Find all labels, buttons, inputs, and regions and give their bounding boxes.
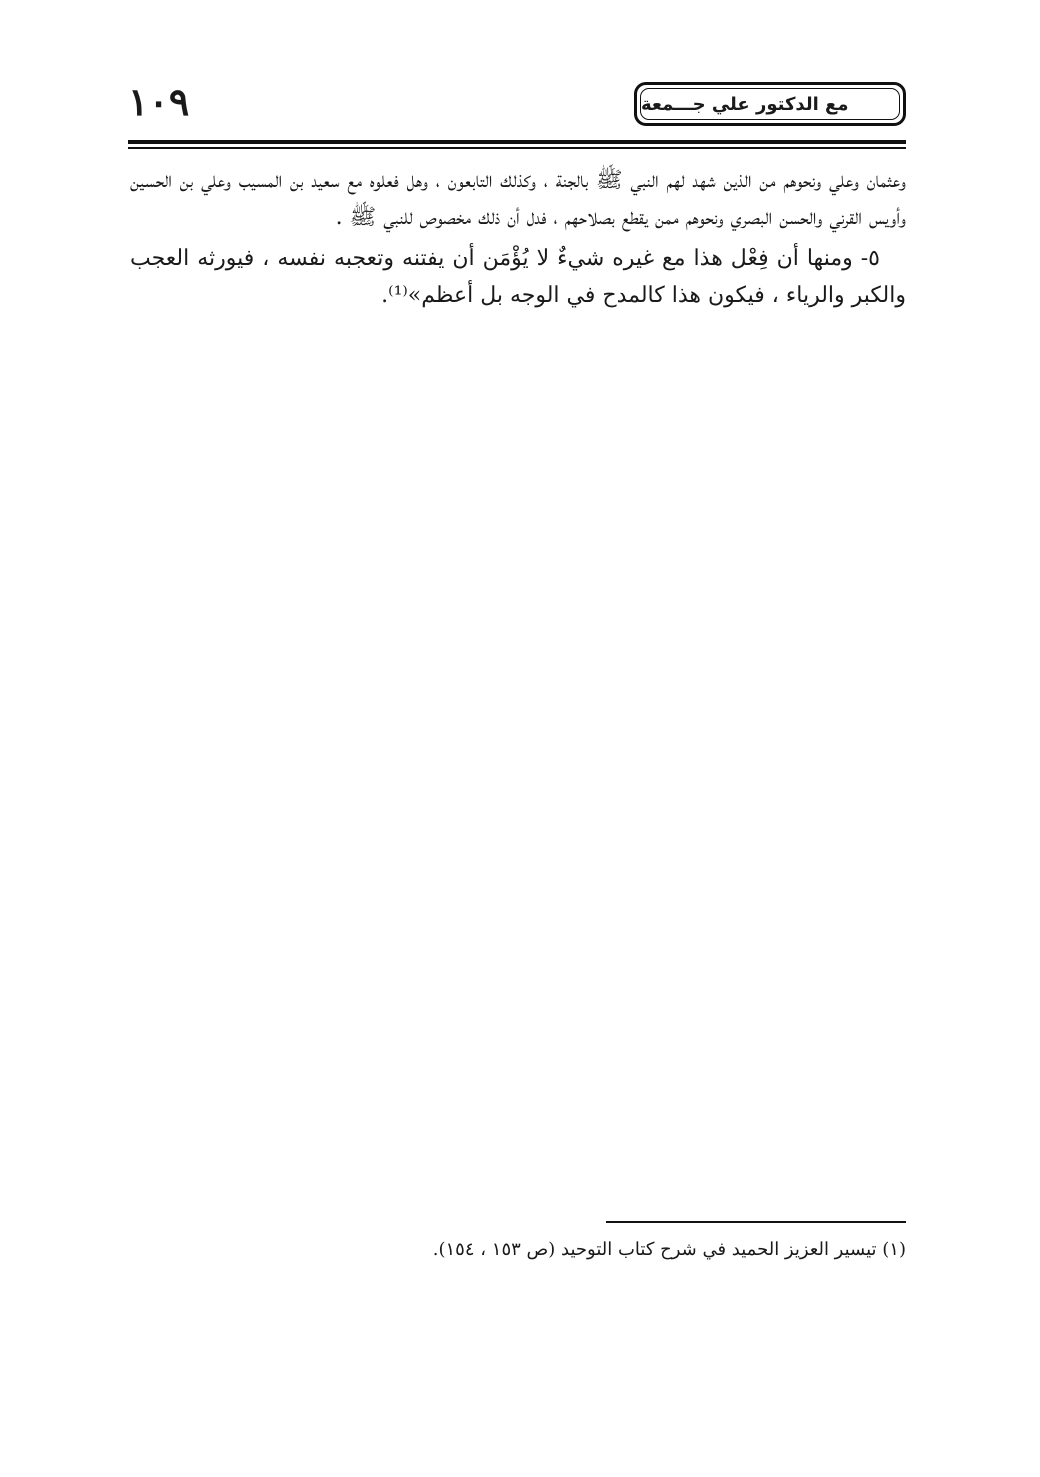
- paragraph: وعثمان وعلي ونحوهم من الذين شهد لهم النبي ﷺ بالجنة ، وكذلك التابعون ، وهل فعلوه مع سعيد بن المسيب وعلي بن الحسين وأويس القرني والحسن البصري ونحوهم ممن يقطع بصلاحهم ، فدل أن ذلك مخصوص للنبي ﷺ .: [130, 168, 906, 230]
- running-header-frame: [640, 88, 900, 120]
- running-header: [634, 82, 906, 126]
- footnote: (١) تيسير العزيز الحميد في شرح كتاب التوحيد (ص ١٥٣ ، ١٥٤).: [432, 1239, 906, 1260]
- header-rule-thin: [128, 147, 906, 149]
- body-text: [130, 162, 906, 314]
- header-rule-thick: [128, 140, 906, 144]
- footnote-separator: [606, 1221, 906, 1223]
- page-number: ١٠٩: [128, 79, 190, 124]
- running-header-title: مع الدكتور علي جـــمعة: [641, 93, 849, 115]
- paragraph: ٥- ومنها أن فِعْل هذا مع غيره شيءٌ لا يُؤْمَن أن يفتنه وتعجبه نفسه ، فيورثه العجب والكبر والرياء ، فيكون هذا كالمدح في الوجه بل أعظم»⁽¹⁾.: [130, 246, 906, 308]
